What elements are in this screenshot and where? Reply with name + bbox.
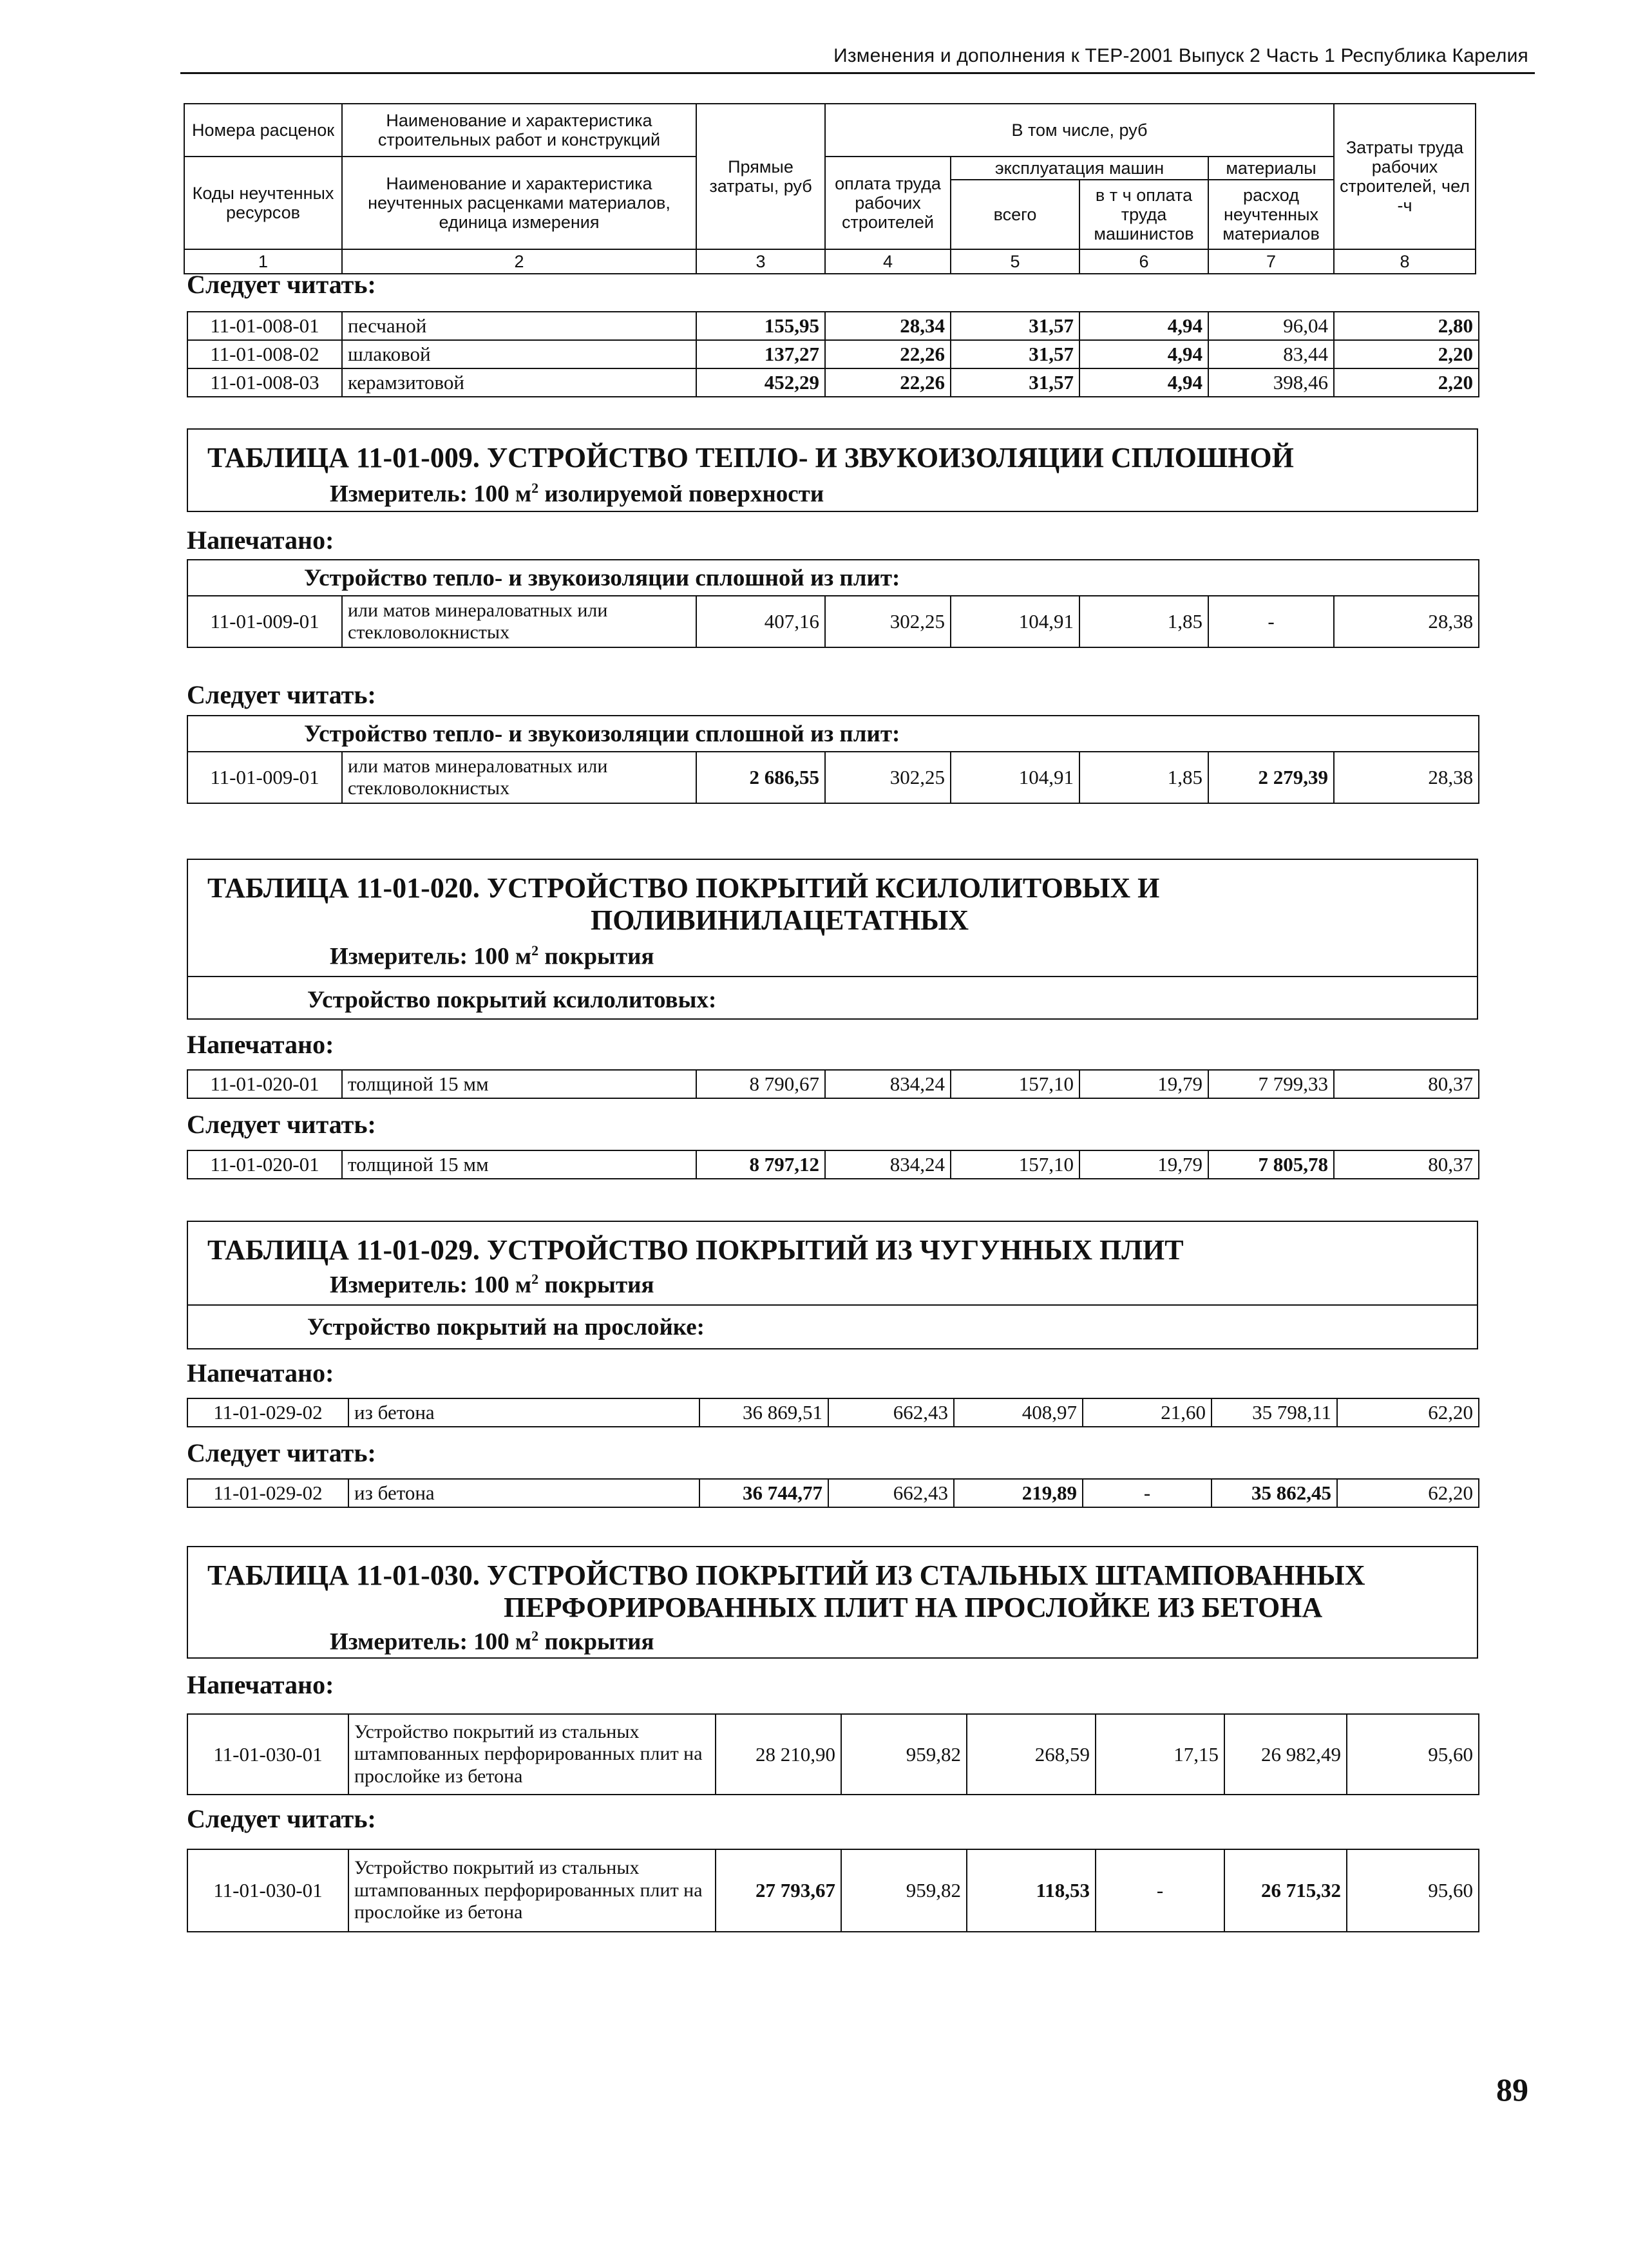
labor-hours: 80,37	[1334, 1070, 1479, 1098]
machines-total: 31,57	[951, 368, 1079, 397]
col-machines-group-header: эксплуатация машин	[951, 157, 1208, 180]
rate-code: 11-01-008-01	[187, 312, 342, 340]
rate-name: толщиной 15 мм	[342, 1070, 696, 1098]
printed-label: Напечатано:	[187, 1670, 334, 1699]
table-title: ТАБЛИЦА 11-01-009. УСТРОЙСТВО ТЕПЛО- И ЗВУКОИЗОЛЯЦИИ СПЛОШНОЙ	[207, 442, 1294, 473]
subheading-row	[187, 560, 1479, 596]
table-029-heading	[187, 1221, 1478, 1349]
labor-pay: 662,43	[828, 1398, 954, 1427]
measure-suffix: изолируемой поверхности	[538, 481, 824, 508]
rate-code: 11-01-029-02	[187, 1479, 348, 1507]
table-020-heading	[187, 859, 1478, 1020]
col-material-name-header: Наименование и характеристика неучтенных расценками материалов, единица измерения	[342, 157, 696, 249]
rates-table-008	[187, 311, 1479, 397]
rate-code: 11-01-009-01	[187, 596, 342, 647]
rates-table-029-corrected	[187, 1478, 1479, 1508]
printed-label: Напечатано:	[187, 1358, 334, 1387]
measure-exponent: 2	[531, 1271, 539, 1287]
direct-costs: 8 797,12	[696, 1150, 825, 1179]
rate-name: песчаной	[342, 312, 696, 340]
rates-table-020-printed	[187, 1069, 1479, 1099]
measure-unit	[330, 480, 824, 508]
col-num-4: 4	[825, 249, 951, 274]
should-read-label: Следует читать:	[187, 270, 376, 299]
direct-costs: 27 793,67	[716, 1849, 841, 1932]
col-material-use-header: расход неучтенных материалов	[1208, 180, 1334, 249]
rates-table-030-printed	[187, 1713, 1479, 1795]
operators-pay: -	[1083, 1479, 1212, 1507]
col-machines-total-header: всего	[951, 180, 1079, 249]
measure-exponent: 2	[531, 1628, 539, 1644]
table-row	[187, 368, 1479, 397]
labor-pay: 834,24	[825, 1150, 951, 1179]
rate-code: 11-01-008-02	[187, 340, 342, 368]
machines-total: 157,10	[951, 1070, 1079, 1098]
material-use: 35 798,11	[1212, 1398, 1337, 1427]
measure-prefix: Измеритель: 100 м	[330, 1628, 532, 1655]
operators-pay: 19,79	[1079, 1070, 1208, 1098]
machines-total: 31,57	[951, 340, 1079, 368]
direct-costs: 28 210,90	[716, 1714, 841, 1795]
col-labor-pay-header: оплата труда рабочих строителей	[825, 157, 951, 249]
rate-name: из бетона	[348, 1479, 699, 1507]
labor-hours: 62,20	[1337, 1479, 1479, 1507]
labor-hours: 2,20	[1334, 340, 1479, 368]
rates-table-030-corrected	[187, 1849, 1479, 1932]
table-row	[187, 1479, 1479, 1507]
table-row	[187, 1398, 1479, 1427]
col-resource-codes-header: Коды неучтенных ресурсов	[184, 157, 342, 249]
subheading-row	[187, 716, 1479, 752]
machines-total: 268,59	[967, 1714, 1096, 1795]
rate-name: толщиной 15 мм	[342, 1150, 696, 1179]
operators-pay: 21,60	[1083, 1398, 1212, 1427]
col-num-3: 3	[696, 249, 825, 274]
material-use: 35 862,45	[1212, 1479, 1337, 1507]
rate-name: из бетона	[348, 1398, 699, 1427]
material-use: 83,44	[1208, 340, 1334, 368]
machines-total: 219,89	[954, 1479, 1083, 1507]
material-use: 7 805,78	[1208, 1150, 1334, 1179]
operators-pay: 19,79	[1079, 1150, 1208, 1179]
col-num-6: 6	[1079, 249, 1208, 274]
operators-pay: 4,94	[1079, 312, 1208, 340]
material-use: -	[1208, 596, 1334, 647]
material-use: 398,46	[1208, 368, 1334, 397]
rates-table-009-printed	[187, 559, 1479, 648]
labor-hours: 2,20	[1334, 368, 1479, 397]
labor-hours: 2,80	[1334, 312, 1479, 340]
table-title-line2: ПОЛИВИНИЛАЦЕТАТНЫХ	[591, 904, 969, 936]
col-num-8: 8	[1334, 249, 1476, 274]
labor-hours: 28,38	[1334, 596, 1479, 647]
direct-costs: 36 869,51	[699, 1398, 828, 1427]
col-name-header: Наименование и характеристика строительных работ и конструкций	[342, 104, 696, 157]
should-read-label: Следует читать:	[187, 1438, 376, 1467]
table-row	[187, 596, 1479, 647]
table-row	[187, 1849, 1479, 1932]
labor-pay: 959,82	[841, 1849, 967, 1932]
table-row	[187, 1150, 1479, 1179]
operators-pay: 4,94	[1079, 340, 1208, 368]
measure-suffix: покрытия	[538, 1272, 654, 1299]
machines-total: 104,91	[951, 752, 1079, 803]
table-title: ТАБЛИЦА 11-01-020. УСТРОЙСТВО ПОКРЫТИЙ КСИЛОЛИТОВЫХ И	[207, 872, 1160, 904]
rate-code: 11-01-029-02	[187, 1398, 348, 1427]
operators-pay: 1,85	[1079, 596, 1208, 647]
direct-costs: 36 744,77	[699, 1479, 828, 1507]
measure-prefix: Измеритель: 100 м	[330, 481, 532, 508]
measure-exponent: 2	[531, 480, 539, 496]
printed-label: Напечатано:	[187, 526, 334, 555]
labor-pay: 22,26	[825, 340, 951, 368]
table-row	[187, 1714, 1479, 1795]
rate-name: Устройство покрытий из стальных штампованных перфорированных плит на прослойке из бетона	[348, 1714, 716, 1795]
direct-costs: 452,29	[696, 368, 825, 397]
col-num-5: 5	[951, 249, 1079, 274]
rate-code: 11-01-020-01	[187, 1070, 342, 1098]
labor-pay: 302,25	[825, 752, 951, 803]
material-use: 26 982,49	[1224, 1714, 1347, 1795]
direct-costs: 2 686,55	[696, 752, 825, 803]
operators-pay: 17,15	[1096, 1714, 1224, 1795]
table-row	[187, 1070, 1479, 1098]
rate-name: шлаковой	[342, 340, 696, 368]
material-use: 26 715,32	[1224, 1849, 1347, 1932]
divider	[188, 976, 1477, 977]
measure-prefix: Измеритель: 100 м	[330, 1272, 532, 1299]
operators-pay: 4,94	[1079, 368, 1208, 397]
machines-total: 408,97	[954, 1398, 1083, 1427]
labor-pay: 28,34	[825, 312, 951, 340]
labor-hours: 62,20	[1337, 1398, 1479, 1427]
machines-total: 104,91	[951, 596, 1079, 647]
measure-unit	[330, 942, 654, 970]
labor-pay: 834,24	[825, 1070, 951, 1098]
should-read-label: Следует читать:	[187, 680, 376, 709]
divider	[188, 1304, 1477, 1306]
material-use: 2 279,39	[1208, 752, 1334, 803]
direct-costs: 407,16	[696, 596, 825, 647]
subheading: Устройство тепло- и звукоизоляции сплошной из плит:	[187, 560, 1479, 596]
measure-suffix: покрытия	[538, 1628, 654, 1655]
labor-pay: 22,26	[825, 368, 951, 397]
measure-prefix: Измеритель: 100 м	[330, 943, 532, 970]
material-use: 96,04	[1208, 312, 1334, 340]
material-use: 7 799,33	[1208, 1070, 1334, 1098]
direct-costs: 8 790,67	[696, 1070, 825, 1098]
labor-hours: 80,37	[1334, 1150, 1479, 1179]
rate-code: 11-01-030-01	[187, 1714, 348, 1795]
rate-code: 11-01-008-03	[187, 368, 342, 397]
rate-name: или матов минераловатных или стекловолокнистых	[342, 596, 696, 647]
col-materials-group-header: материалы	[1208, 157, 1334, 180]
direct-costs: 155,95	[696, 312, 825, 340]
col-num-2: 2	[342, 249, 696, 274]
col-operators-pay-header: в т ч оплата труда машинистов	[1079, 180, 1208, 249]
machines-total: 31,57	[951, 312, 1079, 340]
table-title-line2: ПЕРФОРИРОВАННЫХ ПЛИТ НА ПРОСЛОЙКЕ ИЗ БЕТОНА	[504, 1592, 1323, 1623]
column-header-table	[184, 103, 1476, 274]
col-num-7: 7	[1208, 249, 1334, 274]
labor-hours: 28,38	[1334, 752, 1479, 803]
page-number: 89	[1496, 2072, 1528, 2108]
rate-name: Устройство покрытий из стальных штампованных перфорированных плит на прослойке из бетона	[348, 1849, 716, 1932]
rates-table-029-printed	[187, 1398, 1479, 1427]
header-rule	[180, 72, 1535, 74]
rates-table-009-corrected	[187, 715, 1479, 804]
printed-label: Напечатано:	[187, 1030, 334, 1059]
direct-costs: 137,27	[696, 340, 825, 368]
col-labor-hours-header: Затраты труда рабочих строителей, чел -ч	[1334, 104, 1476, 249]
labor-hours: 95,60	[1347, 1714, 1479, 1795]
col-group-header: В том числе, руб	[825, 104, 1334, 157]
rate-code: 11-01-020-01	[187, 1150, 342, 1179]
machines-total: 118,53	[967, 1849, 1096, 1932]
labor-pay: 959,82	[841, 1714, 967, 1795]
measure-exponent: 2	[531, 942, 539, 958]
col-num-1: 1	[184, 249, 342, 274]
subheading: Устройство покрытий на прослойке:	[307, 1314, 705, 1340]
col-rates-header: Номера расценок	[184, 104, 342, 157]
table-title: ТАБЛИЦА 11-01-030. УСТРОЙСТВО ПОКРЫТИЙ ИЗ СТАЛЬНЫХ ШТАМПОВАННЫХ	[207, 1559, 1365, 1591]
should-read-label: Следует читать:	[187, 1804, 376, 1833]
col-direct-costs-header: Прямые затраты, руб	[696, 104, 825, 249]
table-title: ТАБЛИЦА 11-01-029. УСТРОЙСТВО ПОКРЫТИЙ ИЗ ЧУГУННЫХ ПЛИТ	[207, 1234, 1184, 1266]
table-row	[187, 312, 1479, 340]
rate-name: или матов минераловатных или стекловолокнистых	[342, 752, 696, 803]
labor-pay: 302,25	[825, 596, 951, 647]
subheading: Устройство покрытий ксилолитовых:	[307, 987, 717, 1013]
machines-total: 157,10	[951, 1150, 1079, 1179]
table-030-heading	[187, 1546, 1478, 1659]
labor-pay: 662,43	[828, 1479, 954, 1507]
table-009-heading	[187, 428, 1478, 512]
operators-pay: 1,85	[1079, 752, 1208, 803]
should-read-label: Следует читать:	[187, 1110, 376, 1139]
rates-table-020-corrected	[187, 1150, 1479, 1179]
operators-pay: -	[1096, 1849, 1224, 1932]
table-row	[187, 340, 1479, 368]
subheading: Устройство тепло- и звукоизоляции сплошной из плит:	[187, 716, 1479, 752]
running-head: Изменения и дополнения к ТЕР-2001 Выпуск 2 Часть 1 Республика Карелия	[833, 45, 1528, 66]
rate-code: 11-01-030-01	[187, 1849, 348, 1932]
measure-unit	[330, 1271, 654, 1299]
rate-name: керамзитовой	[342, 368, 696, 397]
labor-hours: 95,60	[1347, 1849, 1479, 1932]
measure-unit	[330, 1628, 654, 1655]
table-row	[187, 752, 1479, 803]
rate-code: 11-01-009-01	[187, 752, 342, 803]
measure-suffix: покрытия	[538, 943, 654, 970]
